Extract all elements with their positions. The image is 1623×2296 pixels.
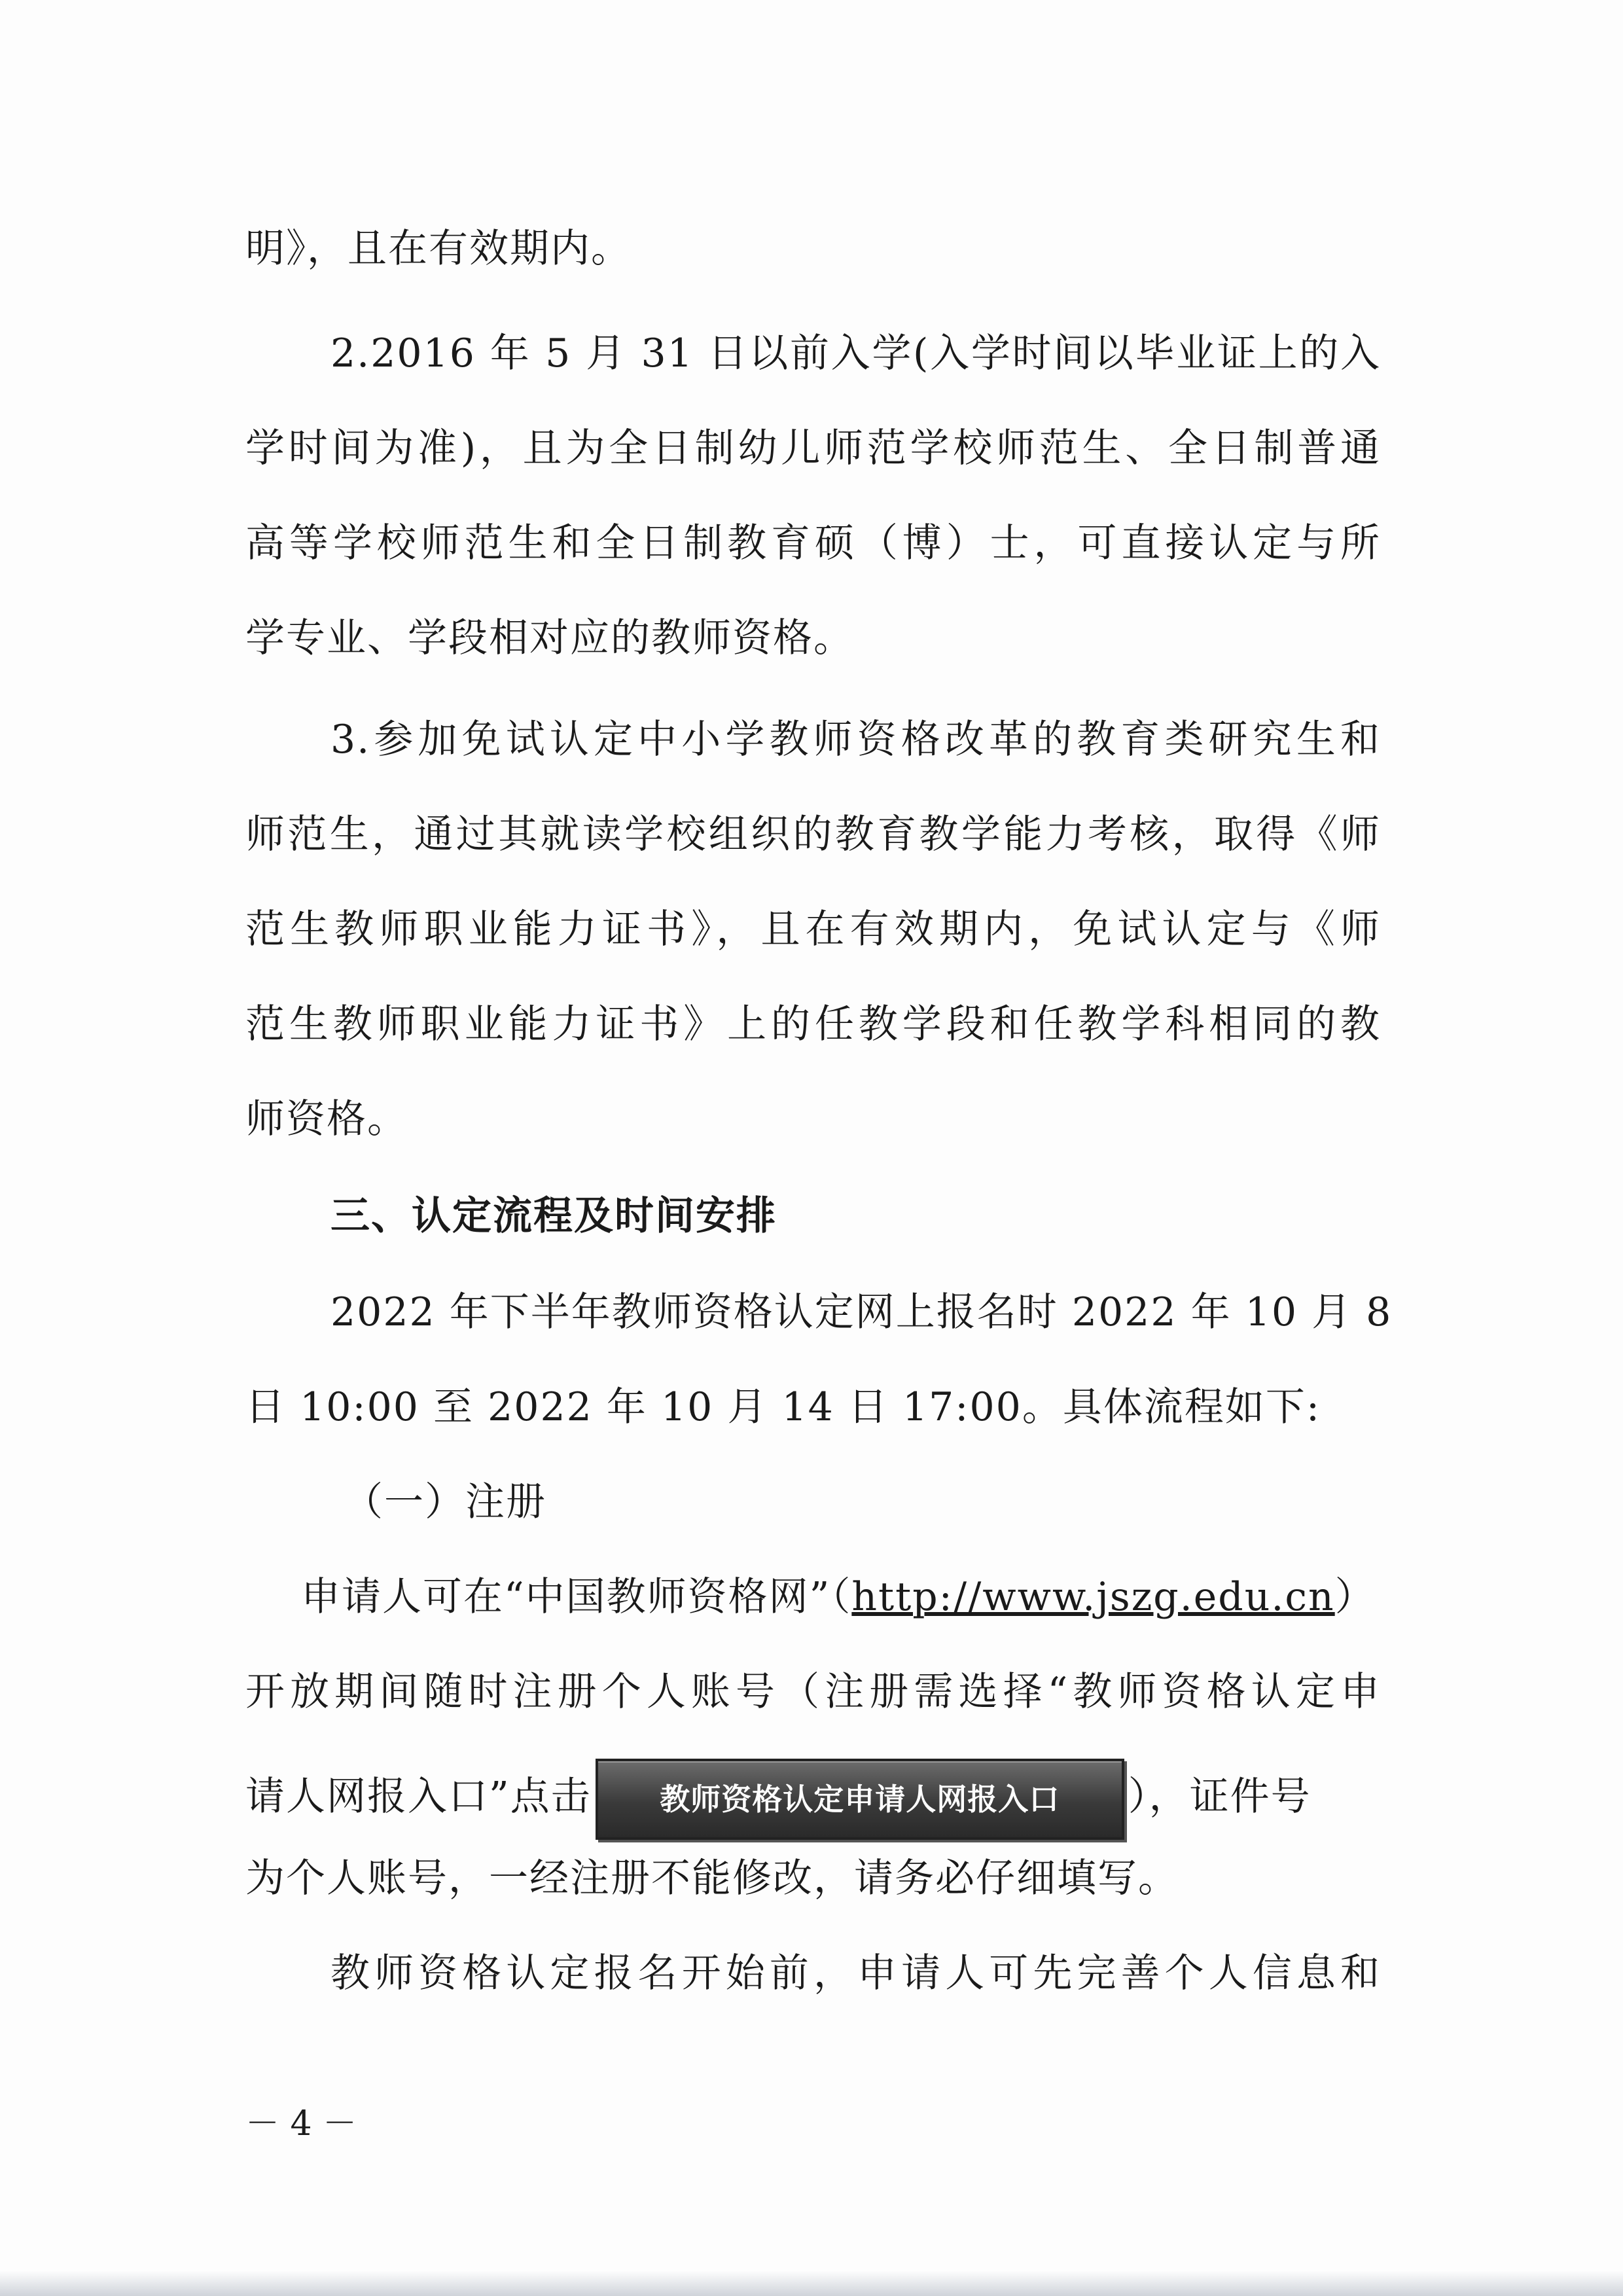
text-fragment: ） bbox=[1334, 1574, 1376, 1620]
text-fragment: ），证件号 bbox=[1128, 1774, 1311, 1820]
paragraph-line: 范生教师职业能力证书》上的任教学段和任教学科相同的教 bbox=[245, 1001, 1381, 1047]
paragraph-line: 2022 年下半年教师资格认定网上报名时 2022 年 10 月 8 bbox=[330, 1289, 1393, 1335]
paragraph-line: 日 10:00 至 2022 年 10 月 14 日 17:00。具体流程如下: bbox=[245, 1384, 1321, 1430]
paragraph-line: 3.参加免试认定中小学教师资格改革的教育类研究生和 bbox=[330, 717, 1381, 762]
text-fragment: 申请人可在“中国教师资格网”（ bbox=[301, 1574, 852, 1620]
paragraph-line: 教师资格认定报名开始前，申请人可先完善个人信息和 bbox=[330, 1950, 1381, 1996]
paragraph-line: 开放期间随时注册个人账号（注册需选择“教师资格认定申 bbox=[245, 1669, 1381, 1715]
paragraph-line: 明》，且在有效期内。 bbox=[245, 226, 632, 272]
page-number: － 4 － bbox=[245, 2104, 357, 2144]
paragraph-line: 师范生，通过其就读学校组织的教育教学能力考核，取得《师 bbox=[245, 812, 1381, 857]
paragraph-line: 2.2016 年 5 月 31 日以前入学(入学时间以毕业证上的入 bbox=[330, 331, 1381, 376]
paragraph-line: 学时间为准)，且为全日制幼儿师范学校师范生、全日制普通 bbox=[245, 425, 1381, 471]
scan-edge bbox=[0, 2270, 1623, 2296]
jszg-website-link[interactable]: http://www.jszg.edu.cn bbox=[851, 1574, 1335, 1620]
text-fragment: 请人网报入口”点击 bbox=[245, 1774, 592, 1820]
paragraph-line: 学专业、学段相对应的教师资格。 bbox=[245, 615, 854, 661]
paragraph-line: 范生教师职业能力证书》，且在有效期内，免试认定与《师 bbox=[245, 906, 1381, 952]
applicant-portal-entry-button[interactable]: 教师资格认定申请人网报入口 bbox=[596, 1759, 1124, 1840]
paragraph-line bbox=[245, 1751, 1381, 1842]
paragraph-line: 高等学校师范生和全日制教育硕（博）士，可直接认定与所 bbox=[245, 520, 1381, 566]
section-heading: 三、认定流程及时间安排 bbox=[330, 1193, 777, 1239]
paragraph-line bbox=[301, 1571, 1381, 1623]
paragraph-line: 师资格。 bbox=[245, 1096, 408, 1142]
subsection-heading: （一）注册 bbox=[344, 1479, 546, 1525]
paragraph-line: 为个人账号，一经注册不能修改，请务必仔细填写。 bbox=[245, 1856, 1179, 1901]
